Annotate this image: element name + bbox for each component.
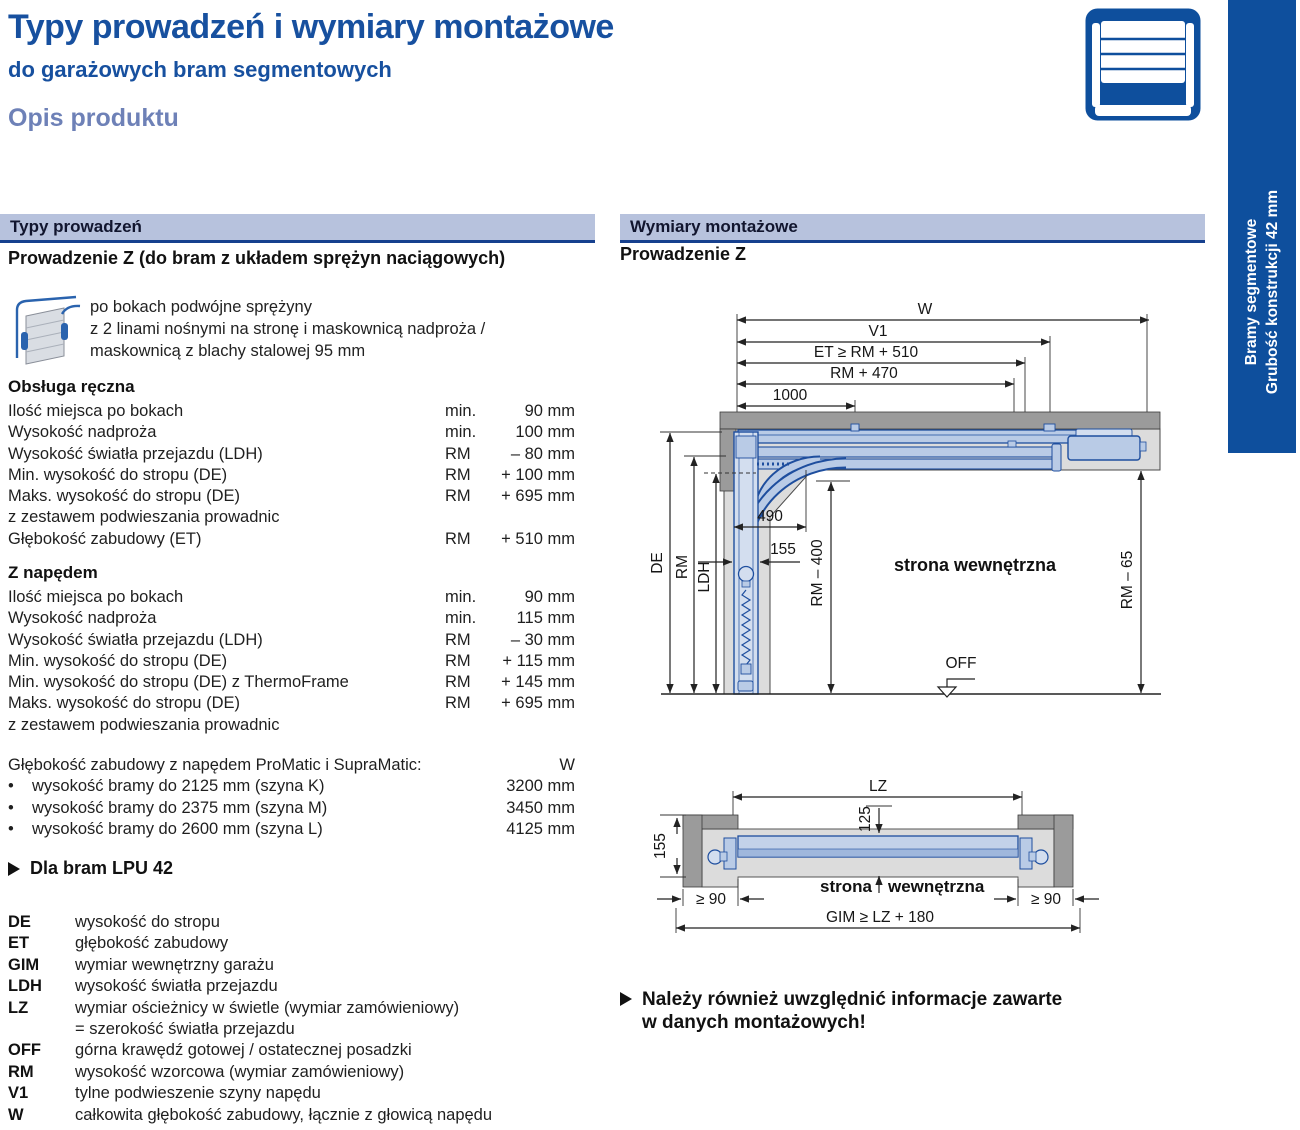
roller-mount-left [720,852,727,861]
roller-mount-right [1029,852,1036,861]
roller [739,567,754,582]
dim-gim-label: GIM ≥ LZ + 180 [825,909,935,926]
legend-row [8,1083,588,1104]
table-row [8,507,575,528]
table-row [8,465,575,486]
top-roller-bracket [736,436,756,458]
legend-abbr: RM [8,1062,34,1081]
variant-description-line: z 2 linami nośnymi na stronę i maskownicą nadproża / [90,320,486,338]
table-row [8,651,575,672]
spec-ref [445,715,500,736]
dim-rm400-label: RM – 400 [809,539,826,607]
spec-label: Maks. wysokość do stropu (DE) [8,487,240,506]
dim-ldh-label: LDH [696,561,713,593]
spec-label: Maks. wysokość do stropu (DE) [8,694,240,713]
left-section-bar: Typy prowadzeń [0,214,595,243]
lpu-note-text: Dla bram LPU 42 [30,858,174,878]
door-frame-right [1186,23,1194,107]
table-row [8,587,575,608]
side-tab-label [1241,190,1283,394]
rail-hanger [851,424,859,431]
table-row [8,529,575,550]
bullet: • [8,819,14,838]
dim-ge90-left-label: ≥ 90 [695,891,727,908]
table-row [8,608,575,629]
off-flag [947,679,975,687]
legend-text: wymiar ościeżnicy w świetle (wymiar zamówieniowy) [75,998,460,1017]
dim-rm-label: RM [674,554,691,580]
dim-125-label: 125 [857,806,874,832]
depth-label: wysokość bramy do 2600 mm (szyna L) [32,819,323,838]
dim-de-label: DE [649,552,666,574]
spec-value [500,507,575,528]
interior-side-label: strona wewnętrzna [893,555,1057,575]
door-section-strip [734,432,758,694]
drive-head-nub [1140,442,1146,451]
spec-ref: min. [445,588,477,606]
legend-text: = szerokość światła przejazdu [75,1020,295,1039]
dim-et-label: ET ≥ RM + 510 [813,344,919,361]
legend-abbr: LDH [8,977,42,996]
table-row [8,672,575,693]
depth-title: Głębokość zabudowy z napędem ProMatic i SupraMatic: [8,756,422,774]
door-floor-bar [1095,105,1191,116]
abbreviation-legend [8,912,588,1126]
door-panel [1101,21,1185,83]
installation-diagrams [620,280,1210,960]
table-row [8,401,575,422]
legend-abbr: OFF [8,1041,41,1060]
diagram-title: Prowadzenie Z [620,244,747,264]
dim-1000-label: 1000 [772,387,808,404]
spec-value: + 510 mm [501,529,575,548]
legend-text: wysokość wzorcowa (wymiar zamówieniowy) [75,1062,405,1081]
table-row [8,776,575,797]
bullet: • [8,798,14,817]
spec-ref: RM [445,465,471,484]
rail-hanger-v1 [1044,424,1055,431]
spec-label: z zestawem podwieszania prowadnic [8,508,280,527]
spec-value: 90 mm [524,402,575,420]
track-upper [740,447,1055,457]
powered-spec-table [8,587,575,736]
dim-rm65-label: RM – 65 [1119,550,1136,610]
z-track-door-icon [6,294,84,372]
spec-label: Wysokość nadproża [8,423,157,442]
ceiling-shape [720,412,1160,429]
spec-value: 100 mm [515,423,575,442]
spec-ref: min. [445,423,477,442]
door-frame-left [1092,23,1100,107]
dim-w-label: W [917,301,933,318]
spec-value: – 80 mm [510,444,575,463]
spec-ref [445,507,500,528]
track-variant-title: Prowadzenie Z (do bram z układem sprężyn naciągowych) [8,248,506,268]
spec-ref: RM [445,673,471,692]
table-row [8,486,575,507]
spec-label: Ilość miejsca po bokach [8,402,184,420]
wall-block-left-side [683,815,702,887]
legend-row [8,1062,588,1083]
spec-value: + 695 mm [501,694,575,713]
footnote-line2: w danych montażowych! [642,1012,866,1033]
bullet: • [8,777,14,796]
icon-spring-left [21,332,28,350]
spec-ref: RM [445,487,471,506]
spec-value: 115 mm [516,609,575,628]
spec-label: Wysokość nadproża [8,609,157,628]
legend-row [8,955,588,976]
depth-header-row [8,755,575,776]
drive-head [1068,436,1140,460]
legend-text: wymiar wewnętrzny garażu [75,955,274,974]
depth-value: 3450 mm [506,798,575,817]
legend-abbr: ET [8,934,30,953]
legend-row [8,998,588,1019]
spec-label: Wysokość światła przejazdu (LDH) [8,630,263,649]
spec-label: Min. wysokość do stropu (DE) [8,465,228,484]
depth-label: wysokość bramy do 2125 mm (szyna K) [32,777,325,796]
legend-row [8,1040,588,1061]
plan-interior-label-left: strona [820,877,872,896]
spec-ref: RM [445,630,471,649]
lpu-note [8,858,173,879]
page-title: Typy prowadzeń i wymiary montażowe [8,8,614,46]
sectional-door-icon [1085,8,1201,122]
legend-row [8,1019,588,1040]
spec-label: Min. wysokość do stropu (DE) z ThermoFrame [8,673,349,692]
depth-value: 4125 mm [506,819,575,838]
table-row [8,444,575,465]
dim-v1-label: V1 [868,323,888,340]
dim-155-plan-label: 155 [652,833,669,859]
track-clip [1008,441,1016,447]
depth-label: wysokość bramy do 2375 mm (szyna M) [32,798,328,817]
variant-description-line: maskownicą z blachy stalowej 95 mm [90,342,366,360]
spec-ref: min. [445,402,477,420]
off-level-symbol [938,687,956,697]
table-row [8,715,575,736]
spec-label: Ilość miejsca po bokach [8,588,184,606]
dim-rm470-label: RM + 470 [830,365,898,382]
spec-ref: RM [445,444,471,463]
table-row [8,630,575,651]
legend-row [8,1105,588,1126]
variant-description-line: po bokach podwójne sprężyny [90,298,312,316]
spec-ref: min. [445,609,477,628]
legend-text: wysokość światła przejazdu [75,977,278,996]
dim-ge90-right-label: ≥ 90 [1030,891,1062,908]
legend-text: głębokość zabudowy [75,934,229,953]
spec-label: Min. wysokość do stropu (DE) [8,651,228,670]
variant-description [90,296,595,362]
legend-abbr: W [8,1105,24,1124]
spring-end [741,664,751,674]
spec-value: – 30 mm [510,630,575,649]
door-panel-plan-edge [738,849,1018,857]
triangle-bullet-icon [8,862,20,876]
spec-value: 90 mm [524,588,575,606]
legend-abbr: V1 [8,1084,29,1103]
spec-ref: RM [445,651,471,670]
dim-490-label: 490 [757,508,783,525]
legend-row [8,976,588,997]
legend-text: wysokość do stropu [75,913,220,931]
icon-spring-right [61,323,68,340]
spec-label: z zestawem podwieszania prowadnic [8,715,280,734]
table-row [8,819,575,840]
spec-ref: RM [445,529,471,548]
legend-abbr [8,1019,75,1040]
spec-value [500,715,575,736]
manual-section-title: Obsługa ręczna [8,377,135,396]
right-section-bar: Wymiary montażowe [620,214,1205,243]
legend-abbr: DE [8,913,31,931]
side-tab-line2: Grubość konstrukcji 42 mm [1264,189,1281,395]
legend-row [8,912,588,933]
table-row [8,798,575,819]
dim-155-label: 155 [770,541,796,558]
legend-text: tylne podwieszenie szyny napędu [75,1084,321,1103]
legend-abbr: LZ [8,998,29,1017]
wall-block-right-side [1054,815,1073,887]
dim-off-label: OFF [945,655,977,672]
spec-ref: RM [445,694,471,713]
spec-label: Głębokość zabudowy (ET) [8,529,202,548]
dim-lz-label: LZ [868,778,888,795]
manual-spec-table [8,401,575,550]
page-subtitle: do garażowych bram segmentowych [8,57,392,82]
section-title: Opis produktu [8,104,179,132]
table-row [8,693,575,714]
bottom-shoe [738,681,753,691]
legend-abbr: GIM [8,955,40,974]
legend-row [8,933,588,954]
triangle-bullet-icon [620,992,632,1006]
spec-value: + 145 mm [501,673,575,692]
operator-rail [738,430,1118,443]
side-view-diagram [649,301,1161,697]
legend-text: całkowita głębokość zabudowy, łącznie z głowicą napędu [75,1105,493,1124]
spec-label: Wysokość światła przejazdu (LDH) [8,444,263,463]
roller-mount [742,581,750,587]
plan-view-diagram [652,778,1099,933]
spec-value: + 695 mm [501,487,575,506]
depth-value: 3200 mm [506,777,575,796]
footnote-line1: Należy również uwzględnić informacje zawarte [642,989,1063,1010]
plan-interior-label-right: wewnętrzna [888,877,985,896]
side-tab-line1: Bramy segmentowe [1243,218,1260,366]
powered-section-title: Z napędem [8,563,98,582]
track-end-cap [1052,444,1061,471]
spec-value: + 115 mm [502,651,575,670]
drive-depth-table [8,755,575,840]
spec-value: + 100 mm [501,465,575,484]
depth-w-header: W [559,756,575,774]
legend-text: górna krawędź gotowej / ostatecznej posadzki [75,1041,412,1060]
table-row [8,422,575,443]
installation-footnote [620,988,1062,1034]
icon-track-line2 [62,306,80,314]
